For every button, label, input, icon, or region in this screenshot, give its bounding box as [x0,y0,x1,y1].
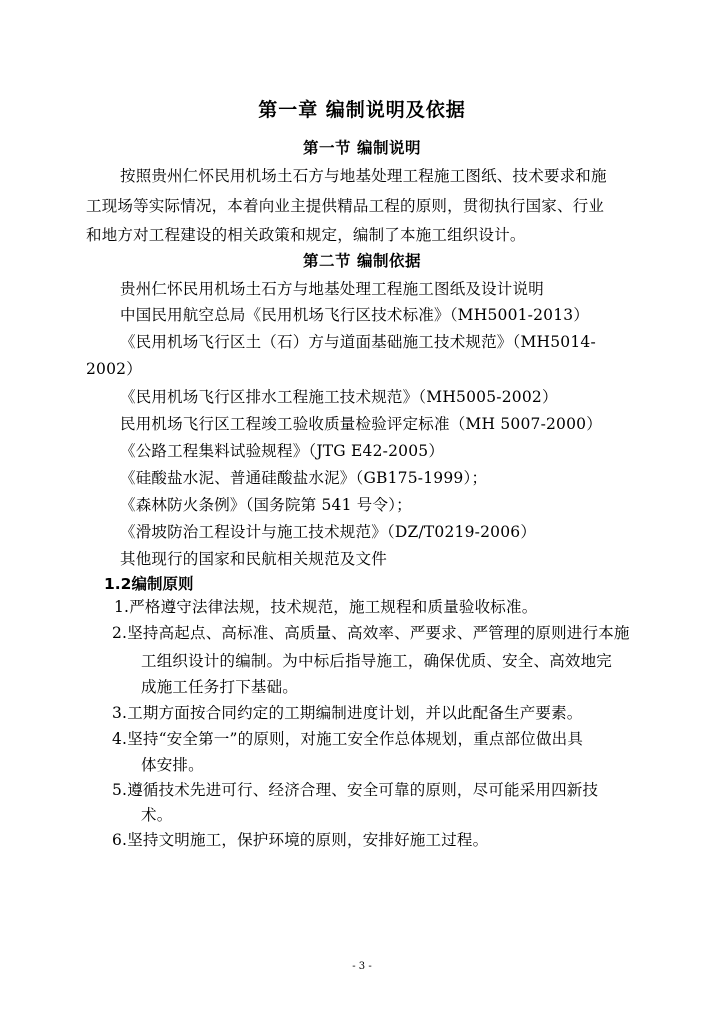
basis-item: 贵州仁怀民用机场土石方与地基处理工程施工图纸及设计说明 [120,280,544,298]
principle-item: 3.工期方面按合同约定的工期编制进度计划，并以此配备生产要素。 [112,704,583,722]
chapter-title: 第一章 编制说明及依据 [258,99,466,121]
principle-item-continued: 术。 [141,806,173,824]
basis-item: 《滑坡防治工程设计与施工技术规范》（DZ/T0219-2006） [120,523,537,541]
principle-item: 5.遵循技术先进可行、经济合理、安全可靠的原则，尽可能采用四新技 [112,781,599,799]
principle-item: 1.严格遵守法律法规，技术规范，施工规程和质量验收标准。 [114,598,538,616]
basis-item: 《民用机场飞行区土（石）方与道面基础施工技术规范》（MH5014- [120,333,596,351]
page-number: - 3 - [352,961,372,972]
principle-item: 4.坚持“安全第一”的原则，对施工安全作总体规划，重点部位做出具 [112,730,584,748]
basis-item: 《硅酸盐水泥、普通硅酸盐水泥》（GB175-1999）； [120,469,488,487]
basis-item: 中国民用航空总局《民用机场飞行区技术标准》（MH5001-2013） [120,306,590,324]
principle-item-continued: 工组织设计的编制。为中标后指导施工，确保优质、安全、高效地完 [141,652,613,670]
paragraph-line: 和地方对工程建设的相关政策和规定，编制了本施工组织设计。 [86,226,526,244]
principle-item-continued: 体安排。 [141,756,204,774]
paragraph-line: 按照贵州仁怀民用机场土石方与地基处理工程施工图纸、技术要求和施 [120,167,607,185]
basis-item: 《公路工程集料试验规程》（JTG E42-2005） [120,442,445,460]
basis-item: 《森林防火条例》（国务院第 541 号令）； [120,496,412,514]
basis-item: 《民用机场飞行区排水工程施工技术规范》（MH5005-2002） [120,388,558,406]
principle-item: 2.坚持高起点、高标准、高质量、高效率、严要求、严管理的原则进行本施 [112,624,630,642]
section-title-basis: 第二节 编制依据 [303,252,421,270]
principles-heading: 1.2编制原则 [104,575,194,593]
basis-item: 2002） [86,360,142,378]
principle-item-continued: 成施工任务打下基础。 [141,678,299,696]
basis-item: 其他现行的国家和民航相关规范及文件 [120,550,387,568]
paragraph-line: 工现场等实际情况，本着向业主提供精品工程的原则，贯彻执行国家、行业 [86,197,605,215]
basis-item: 民用机场飞行区工程竣工验收质量检验评定标准（MH 5007-2000） [120,415,602,433]
section-title-explanation: 第一节 编制说明 [303,139,421,157]
principle-item: 6.坚持文明施工，保护环境的原则，安排好施工过程。 [112,831,489,849]
